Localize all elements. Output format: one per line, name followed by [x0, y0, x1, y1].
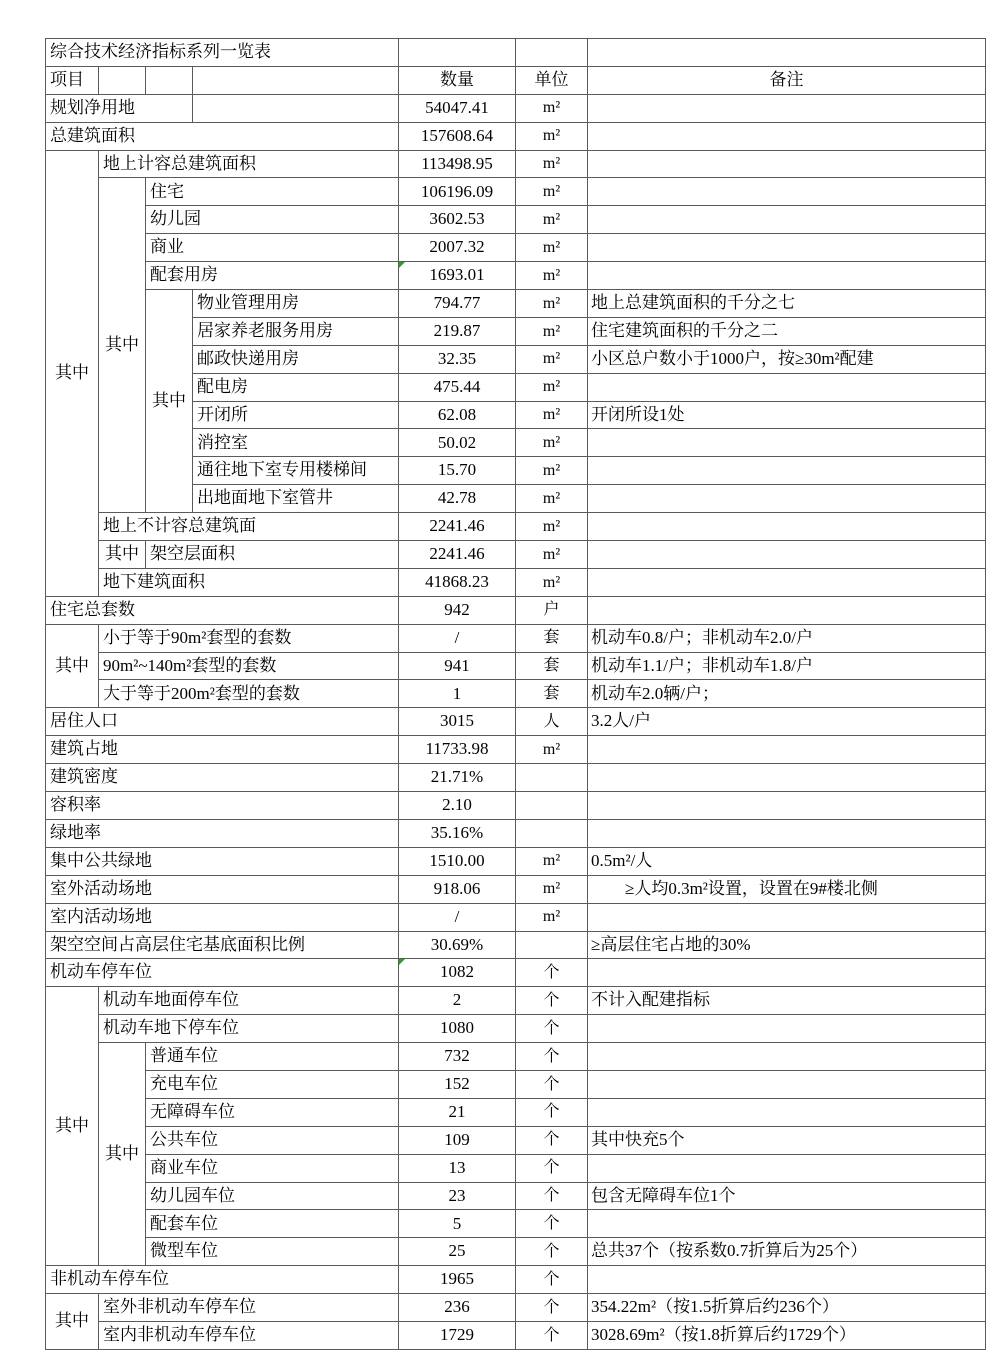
table-row [46, 1015, 986, 1043]
item-label: 无障碍车位 [146, 1098, 399, 1126]
item-label: 住宅 [146, 178, 399, 206]
table-row [46, 596, 986, 624]
unit-cell: m² [516, 290, 588, 318]
note-cell [588, 234, 986, 262]
unit-cell: 个 [516, 1182, 588, 1210]
item-label: 出地面地下室管井 [193, 485, 399, 513]
table-row [46, 736, 986, 764]
unit-cell: m² [516, 94, 588, 122]
qty-value: 1693.01 [429, 265, 485, 285]
table-row [46, 150, 986, 178]
table-row [46, 652, 986, 680]
qty-cell: 2241.46 [399, 513, 516, 541]
table-row [46, 1210, 986, 1238]
qty-cell: 918.06 [399, 875, 516, 903]
item-label: 总建筑面积 [46, 122, 399, 150]
header-unit: 单位 [516, 66, 588, 94]
item-label: 微型车位 [146, 1238, 399, 1266]
qty-cell: 941 [399, 652, 516, 680]
note-cell: 0.5m²/人 [588, 847, 986, 875]
note-cell: 小区总户数小于1000户，按≥30m²配建 [588, 345, 986, 373]
table-row [46, 987, 986, 1015]
header-qty: 数量 [399, 66, 516, 94]
note-cell [588, 122, 986, 150]
note-cell: 354.22m²（按1.5折算后约236个） [588, 1294, 986, 1322]
table-header-row [46, 66, 986, 94]
qty-cell: 41868.23 [399, 568, 516, 596]
qty-cell: 42.78 [399, 485, 516, 513]
item-label: 机动车地下停车位 [99, 1015, 399, 1043]
item-label: 地上计容总建筑面积 [99, 150, 399, 178]
qty-cell: / [399, 903, 516, 931]
unit-cell: m² [516, 485, 588, 513]
note-cell [588, 568, 986, 596]
qty-cell: 54047.41 [399, 94, 516, 122]
qty-cell: 35.16% [399, 819, 516, 847]
unit-cell: m² [516, 736, 588, 764]
note-cell: 开闭所设1处 [588, 401, 986, 429]
note-cell [588, 1015, 986, 1043]
item-label: 居住人口 [46, 708, 399, 736]
item-label: 商业车位 [146, 1154, 399, 1182]
qty-cell: 1729 [399, 1321, 516, 1349]
qty-cell: 32.35 [399, 345, 516, 373]
table-row [46, 1238, 986, 1266]
empty-cell [99, 66, 146, 94]
qty-cell: 1510.00 [399, 847, 516, 875]
qty-cell: 109 [399, 1126, 516, 1154]
item-label: 规划净用地 [46, 94, 193, 122]
qty-cell: / [399, 624, 516, 652]
item-label: 商业 [146, 234, 399, 262]
qty-cell: 2007.32 [399, 234, 516, 262]
qty-cell: 157608.64 [399, 122, 516, 150]
qty-cell: 942 [399, 596, 516, 624]
unit-cell: 个 [516, 1015, 588, 1043]
item-label: 架空空间占高层住宅基底面积比例 [46, 931, 399, 959]
qty-cell: 13 [399, 1154, 516, 1182]
unit-cell: m² [516, 345, 588, 373]
qty-cell: 1080 [399, 1015, 516, 1043]
note-cell [588, 94, 986, 122]
item-label: 容积率 [46, 792, 399, 820]
unit-cell [516, 819, 588, 847]
qty-cell [399, 959, 516, 987]
qty-cell: 3015 [399, 708, 516, 736]
header-note: 备注 [588, 66, 986, 94]
empty-cell [193, 66, 399, 94]
qty-cell: 2 [399, 987, 516, 1015]
table-row [46, 1182, 986, 1210]
table-row [46, 1043, 986, 1071]
unit-cell: m² [516, 457, 588, 485]
table-row [46, 1154, 986, 1182]
item-label: 室内活动场地 [46, 903, 399, 931]
unit-cell: 套 [516, 680, 588, 708]
item-label: 物业管理用房 [193, 290, 399, 318]
table-row [46, 764, 986, 792]
qty-value: 1082 [440, 962, 474, 982]
table-row [46, 1126, 986, 1154]
table-row [46, 262, 986, 290]
note-cell [588, 541, 986, 569]
note-cell [588, 1070, 986, 1098]
table-row [46, 290, 986, 318]
note-cell [588, 1043, 986, 1071]
note-cell: 地上总建筑面积的千分之七 [588, 290, 986, 318]
note-cell: 3.2人/户 [588, 708, 986, 736]
item-label: 配套用房 [146, 262, 399, 290]
qty-cell: 30.69% [399, 931, 516, 959]
item-label: 通往地下室专用楼梯间 [193, 457, 399, 485]
qty-cell: 475.44 [399, 373, 516, 401]
table-row [46, 568, 986, 596]
note-cell: 机动车2.0辆/户； [588, 680, 986, 708]
qty-cell: 219.87 [399, 317, 516, 345]
unit-cell: m² [516, 122, 588, 150]
note-cell [588, 1210, 986, 1238]
qty-cell: 62.08 [399, 401, 516, 429]
note-cell [588, 457, 986, 485]
unit-cell: 个 [516, 1154, 588, 1182]
unit-cell: 个 [516, 1321, 588, 1349]
empty-cell [193, 94, 399, 122]
note-cell: 3028.69m²（按1.8折算后约1729个） [588, 1321, 986, 1349]
among-cell: 其中 [99, 1043, 146, 1266]
item-label: 居家养老服务用房 [193, 317, 399, 345]
note-cell [588, 764, 986, 792]
qty-cell: 3602.53 [399, 206, 516, 234]
item-label: 室内非机动车停车位 [99, 1321, 399, 1349]
table-row [46, 1294, 986, 1322]
table-row [46, 903, 986, 931]
unit-cell: m² [516, 568, 588, 596]
unit-cell: m² [516, 875, 588, 903]
unit-cell: m² [516, 401, 588, 429]
note-cell: 不计入配建指标 [588, 987, 986, 1015]
note-cell [588, 1154, 986, 1182]
empty-cell [146, 66, 193, 94]
note-cell: 包含无障碍车位1个 [588, 1182, 986, 1210]
table-row [46, 624, 986, 652]
note-cell: 住宅建筑面积的千分之二 [588, 317, 986, 345]
table-row [46, 1266, 986, 1294]
unit-cell: 人 [516, 708, 588, 736]
unit-cell: m² [516, 513, 588, 541]
item-label: 地下建筑面积 [99, 568, 399, 596]
table-row [46, 234, 986, 262]
unit-cell: 个 [516, 1070, 588, 1098]
unit-cell: m² [516, 429, 588, 457]
error-indicator-triangle [399, 262, 405, 268]
qty-cell: 23 [399, 1182, 516, 1210]
unit-cell: m² [516, 234, 588, 262]
note-cell [588, 206, 986, 234]
qty-cell: 794.77 [399, 290, 516, 318]
unit-cell [516, 792, 588, 820]
table-row [46, 959, 986, 987]
note-cell [588, 959, 986, 987]
unit-cell: 个 [516, 1266, 588, 1294]
item-label: 小于等于90m²套型的套数 [99, 624, 399, 652]
unit-cell: 个 [516, 1126, 588, 1154]
unit-cell: m² [516, 373, 588, 401]
item-label: 机动车地面停车位 [99, 987, 399, 1015]
note-cell [588, 736, 986, 764]
note-cell [588, 150, 986, 178]
item-label: 室外活动场地 [46, 875, 399, 903]
item-label: 绿地率 [46, 819, 399, 847]
table-row [46, 847, 986, 875]
unit-cell: m² [516, 206, 588, 234]
note-cell [588, 819, 986, 847]
note-cell: 总共37个（按系数0.7折算后为25个） [588, 1238, 986, 1266]
item-label: 邮政快递用房 [193, 345, 399, 373]
item-label: 机动车停车位 [46, 959, 399, 987]
among-cell: 其中 [99, 541, 146, 569]
among-cell: 其中 [99, 178, 146, 513]
qty-cell: 106196.09 [399, 178, 516, 206]
qty-cell: 152 [399, 1070, 516, 1098]
unit-cell: m² [516, 262, 588, 290]
item-label: 室外非机动车停车位 [99, 1294, 399, 1322]
table-row [46, 513, 986, 541]
note-cell: 机动车0.8/户；非机动车2.0/户 [588, 624, 986, 652]
unit-cell: m² [516, 150, 588, 178]
item-label: 公共车位 [146, 1126, 399, 1154]
note-cell [588, 485, 986, 513]
table-row [46, 1098, 986, 1126]
unit-cell: 个 [516, 1238, 588, 1266]
indicators-table [45, 38, 986, 1350]
note-cell [588, 792, 986, 820]
among-cell: 其中 [46, 150, 99, 596]
table-row [46, 122, 986, 150]
error-indicator-triangle [399, 959, 405, 965]
note-cell [588, 262, 986, 290]
note-cell: ≥高层住宅占地的30% [588, 931, 986, 959]
item-label: 配电房 [193, 373, 399, 401]
unit-cell: 个 [516, 987, 588, 1015]
qty-cell: 1 [399, 680, 516, 708]
table-row [46, 931, 986, 959]
empty-cell [588, 39, 986, 67]
table-row [46, 792, 986, 820]
among-cell: 其中 [46, 1294, 99, 1350]
empty-cell [399, 39, 516, 67]
note-cell [588, 903, 986, 931]
item-label: 开闭所 [193, 401, 399, 429]
item-label: 消控室 [193, 429, 399, 457]
note-cell [588, 373, 986, 401]
qty-cell: 21 [399, 1098, 516, 1126]
empty-cell [516, 39, 588, 67]
qty-cell: 21.71% [399, 764, 516, 792]
item-label: 架空层面积 [146, 541, 399, 569]
unit-cell: 套 [516, 624, 588, 652]
item-label: 集中公共绿地 [46, 847, 399, 875]
note-cell [588, 429, 986, 457]
item-label: 住宅总套数 [46, 596, 399, 624]
item-label: 建筑密度 [46, 764, 399, 792]
table-row [46, 1321, 986, 1349]
unit-cell: 个 [516, 1098, 588, 1126]
qty-cell [399, 262, 516, 290]
unit-cell: m² [516, 541, 588, 569]
note-cell: 机动车1.1/户；非机动车1.8/户 [588, 652, 986, 680]
qty-cell: 25 [399, 1238, 516, 1266]
table-row [46, 680, 986, 708]
item-label: 地上不计容总建筑面 [99, 513, 399, 541]
unit-cell: m² [516, 178, 588, 206]
unit-cell: m² [516, 317, 588, 345]
table-title: 综合技术经济指标系列一览表 [46, 39, 399, 67]
table-row [46, 178, 986, 206]
qty-cell: 2241.46 [399, 541, 516, 569]
note-cell [588, 596, 986, 624]
table-row [46, 1070, 986, 1098]
qty-cell: 2.10 [399, 792, 516, 820]
note-cell [588, 513, 986, 541]
note-cell [588, 1098, 986, 1126]
item-label: 大于等于200m²套型的套数 [99, 680, 399, 708]
qty-cell: 732 [399, 1043, 516, 1071]
qty-cell: 5 [399, 1210, 516, 1238]
item-label: 普通车位 [146, 1043, 399, 1071]
unit-cell: 套 [516, 652, 588, 680]
note-cell [588, 1266, 986, 1294]
item-label: 非机动车停车位 [46, 1266, 399, 1294]
unit-cell: 户 [516, 596, 588, 624]
among-cell: 其中 [46, 987, 99, 1266]
item-label: 建筑占地 [46, 736, 399, 764]
unit-cell: 个 [516, 1294, 588, 1322]
unit-cell: 个 [516, 1043, 588, 1071]
qty-cell: 15.70 [399, 457, 516, 485]
item-label: 幼儿园 [146, 206, 399, 234]
qty-cell: 50.02 [399, 429, 516, 457]
qty-cell: 11733.98 [399, 736, 516, 764]
item-label: 幼儿园车位 [146, 1182, 399, 1210]
qty-cell: 1965 [399, 1266, 516, 1294]
note-cell: 其中快充5个 [588, 1126, 986, 1154]
header-item: 项目 [46, 66, 99, 94]
qty-cell: 113498.95 [399, 150, 516, 178]
table-row [46, 94, 986, 122]
unit-cell: 个 [516, 959, 588, 987]
table-row [46, 206, 986, 234]
item-label: 充电车位 [146, 1070, 399, 1098]
item-label: 90m²~140m²套型的套数 [99, 652, 399, 680]
note-cell [588, 178, 986, 206]
unit-cell: m² [516, 847, 588, 875]
unit-cell [516, 764, 588, 792]
unit-cell: 个 [516, 1210, 588, 1238]
table-row [46, 875, 986, 903]
unit-cell: m² [516, 903, 588, 931]
qty-cell: 236 [399, 1294, 516, 1322]
table-row [46, 39, 986, 67]
table-row [46, 708, 986, 736]
item-label: 配套车位 [146, 1210, 399, 1238]
among-cell: 其中 [146, 290, 193, 513]
table-row [46, 819, 986, 847]
among-cell: 其中 [46, 624, 99, 708]
unit-cell [516, 931, 588, 959]
note-cell: ≥人均0.3m²设置，设置在9#楼北侧 [588, 875, 986, 903]
table-row [46, 541, 986, 569]
